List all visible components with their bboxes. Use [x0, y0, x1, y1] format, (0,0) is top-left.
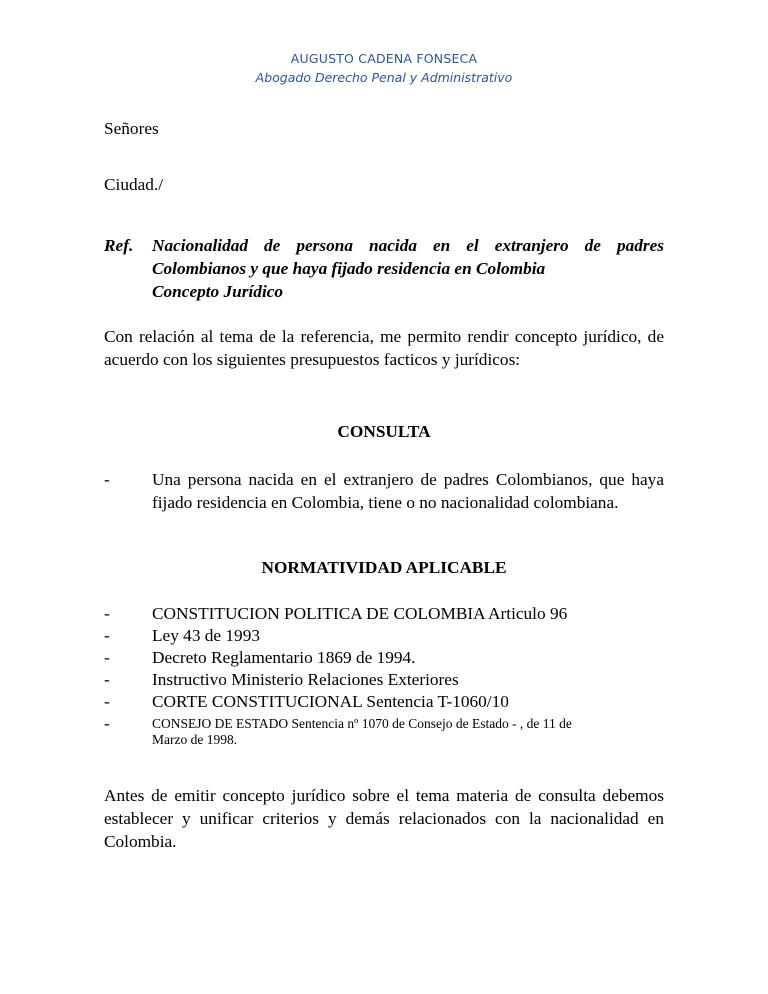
- letterhead: [0, 50, 768, 88]
- list-item: [104, 713, 602, 748]
- list-item-text: CONSTITUCION POLITICA DE COLOMBIA Articulo 96: [152, 604, 568, 623]
- reference-line-3: Concepto Jurídico: [152, 282, 284, 301]
- list-item: [104, 625, 664, 647]
- list-item: [104, 647, 664, 669]
- normatividad-list: [104, 603, 664, 748]
- consulta-heading: CONSULTA: [337, 422, 431, 441]
- salutation: Señores: [104, 119, 159, 138]
- reference-block: [104, 234, 664, 303]
- list-item-text: Decreto Reglamentario 1869 de 1994.: [152, 648, 416, 667]
- consulta-list: [104, 468, 664, 514]
- letterhead-name: AUGUSTO CADENA FONSECA: [290, 51, 478, 66]
- bullet-dash: -: [104, 670, 110, 689]
- list-item-text: CORTE CONSTITUCIONAL Sentencia T-1060/10: [152, 692, 509, 711]
- list-item: [104, 468, 664, 514]
- bullet-dash: -: [104, 470, 110, 489]
- reference-line-2: Colombianos y que haya fijado residencia en Colombia: [152, 259, 546, 278]
- intro-paragraph: Con relación al tema de la referencia, me permito rendir concepto jurídico, de acuerdo con los siguientes presupuestos facticos y jurídicos:: [104, 327, 664, 369]
- list-item-text: Una persona nacida en el extranjero de padres Colombianos, que haya fijado residencia en Colombia, tiene o no nacionalidad colombiana.: [152, 470, 664, 512]
- bullet-dash: -: [104, 648, 110, 667]
- city-line: Ciudad./: [104, 175, 164, 194]
- list-item-text: CONSEJO DE ESTADO Sentencia nº 1070 de Consejo de Estado - , de 11 de Marzo de 1998.: [152, 716, 572, 747]
- list-item: [104, 669, 664, 691]
- bullet-dash: -: [104, 626, 110, 645]
- bullet-dash: -: [104, 692, 110, 711]
- list-item: [104, 603, 664, 625]
- list-item-text: Ley 43 de 1993: [152, 626, 260, 645]
- reference-line-1: Nacionalidad de persona nacida en el extranjero de padres: [152, 236, 664, 255]
- reference-label: Ref.: [104, 236, 134, 255]
- list-item-text: Instructivo Ministerio Relaciones Exteriores: [152, 670, 459, 689]
- closing-paragraph: Antes de emitir concepto jurídico sobre el tema materia de consulta debemos establecer y unificar criterios y demás relacionados con la nacionalidad en Colombia.: [104, 786, 664, 851]
- bullet-dash: -: [104, 714, 110, 733]
- list-item: [104, 691, 664, 713]
- normatividad-heading: NORMATIVIDAD APLICABLE: [261, 558, 507, 577]
- bullet-dash: -: [104, 604, 110, 623]
- letterhead-subtitle: Abogado Derecho Penal y Administrativo: [255, 70, 513, 85]
